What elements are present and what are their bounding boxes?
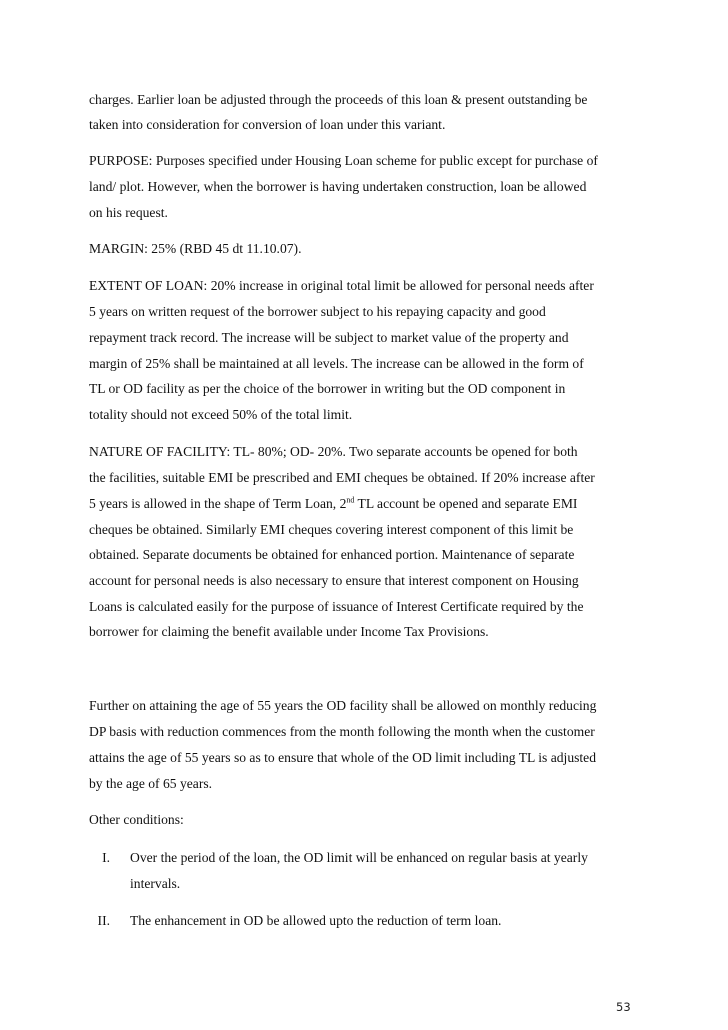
page-number: 53 [616, 1000, 631, 1014]
text-line: land/ plot. However, when the borrower is having undertaken construction, loan be allowed [89, 179, 587, 194]
list-number: II. [97, 913, 110, 928]
text-line: totality should not exceed 50% of the total limit. [89, 407, 353, 422]
text-line: by the age of 65 years. [89, 776, 213, 791]
text-line: charges. Earlier loan be adjusted through the proceeds of this loan & present outstanding be [89, 92, 588, 107]
text-line: obtained. Separate documents be obtained for enhanced portion. Maintenance of separate [89, 547, 575, 562]
text-line: Loans is calculated easily for the purpose of issuance of Interest Certificate required by the [89, 599, 584, 614]
text-line: repayment track record. The increase will be subject to market value of the property and [89, 330, 569, 345]
text-line: The enhancement in OD be allowed upto the reduction of term loan. [130, 913, 502, 928]
text-line: TL or OD facility as per the choice of the borrower in writing but the OD component in [89, 381, 566, 396]
ordinal-superscript: nd [346, 495, 355, 505]
text-line-with-superscript [89, 496, 577, 512]
text-line: 5 years on written request of the borrower subject to his repaying capacity and good [89, 304, 546, 319]
text-line: borrower for claiming the benefit available under Income Tax Provisions. [89, 624, 489, 639]
text-segment: TL account be opened and separate EMI [354, 496, 578, 511]
text-line: Further on attaining the age of 55 years the OD facility shall be allowed on monthly reducing [89, 698, 597, 713]
section-heading: Other conditions: [89, 812, 184, 827]
text-segment: 5 years is allowed in the shape of Term Loan, 2 [89, 496, 347, 511]
text-line: account for personal needs is also necessary to ensure that interest component on Housing [89, 573, 579, 588]
list-number: I. [102, 850, 110, 865]
text-line: DP basis with reduction commences from the month following the month when the customer [89, 724, 595, 739]
text-line: margin of 25% shall be maintained at all levels. The increase can be allowed in the form of [89, 356, 584, 371]
text-line: attains the age of 55 years so as to ensure that whole of the OD limit including TL is adjusted [89, 750, 597, 765]
text-line: taken into consideration for conversion of loan under this variant. [89, 117, 446, 132]
text-line: EXTENT OF LOAN: 20% increase in original total limit be allowed for personal needs after [89, 278, 594, 293]
text-line: Over the period of the loan, the OD limit will be enhanced on regular basis at yearly [130, 850, 588, 865]
text-line: cheques be obtained. Similarly EMI cheques covering interest component of this limit be [89, 522, 574, 537]
text-line: intervals. [130, 876, 181, 891]
text-line: MARGIN: 25% (RBD 45 dt 11.10.07). [89, 241, 302, 256]
text-line: the facilities, suitable EMI be prescribed and EMI cheques be obtained. If 20% increase after [89, 470, 595, 485]
text-line: on his request. [89, 205, 168, 220]
text-line: NATURE OF FACILITY: TL- 80%; OD- 20%. Two separate accounts be opened for both [89, 444, 578, 459]
text-line: PURPOSE: Purposes specified under Housing Loan scheme for public except for purchase of [89, 153, 598, 168]
